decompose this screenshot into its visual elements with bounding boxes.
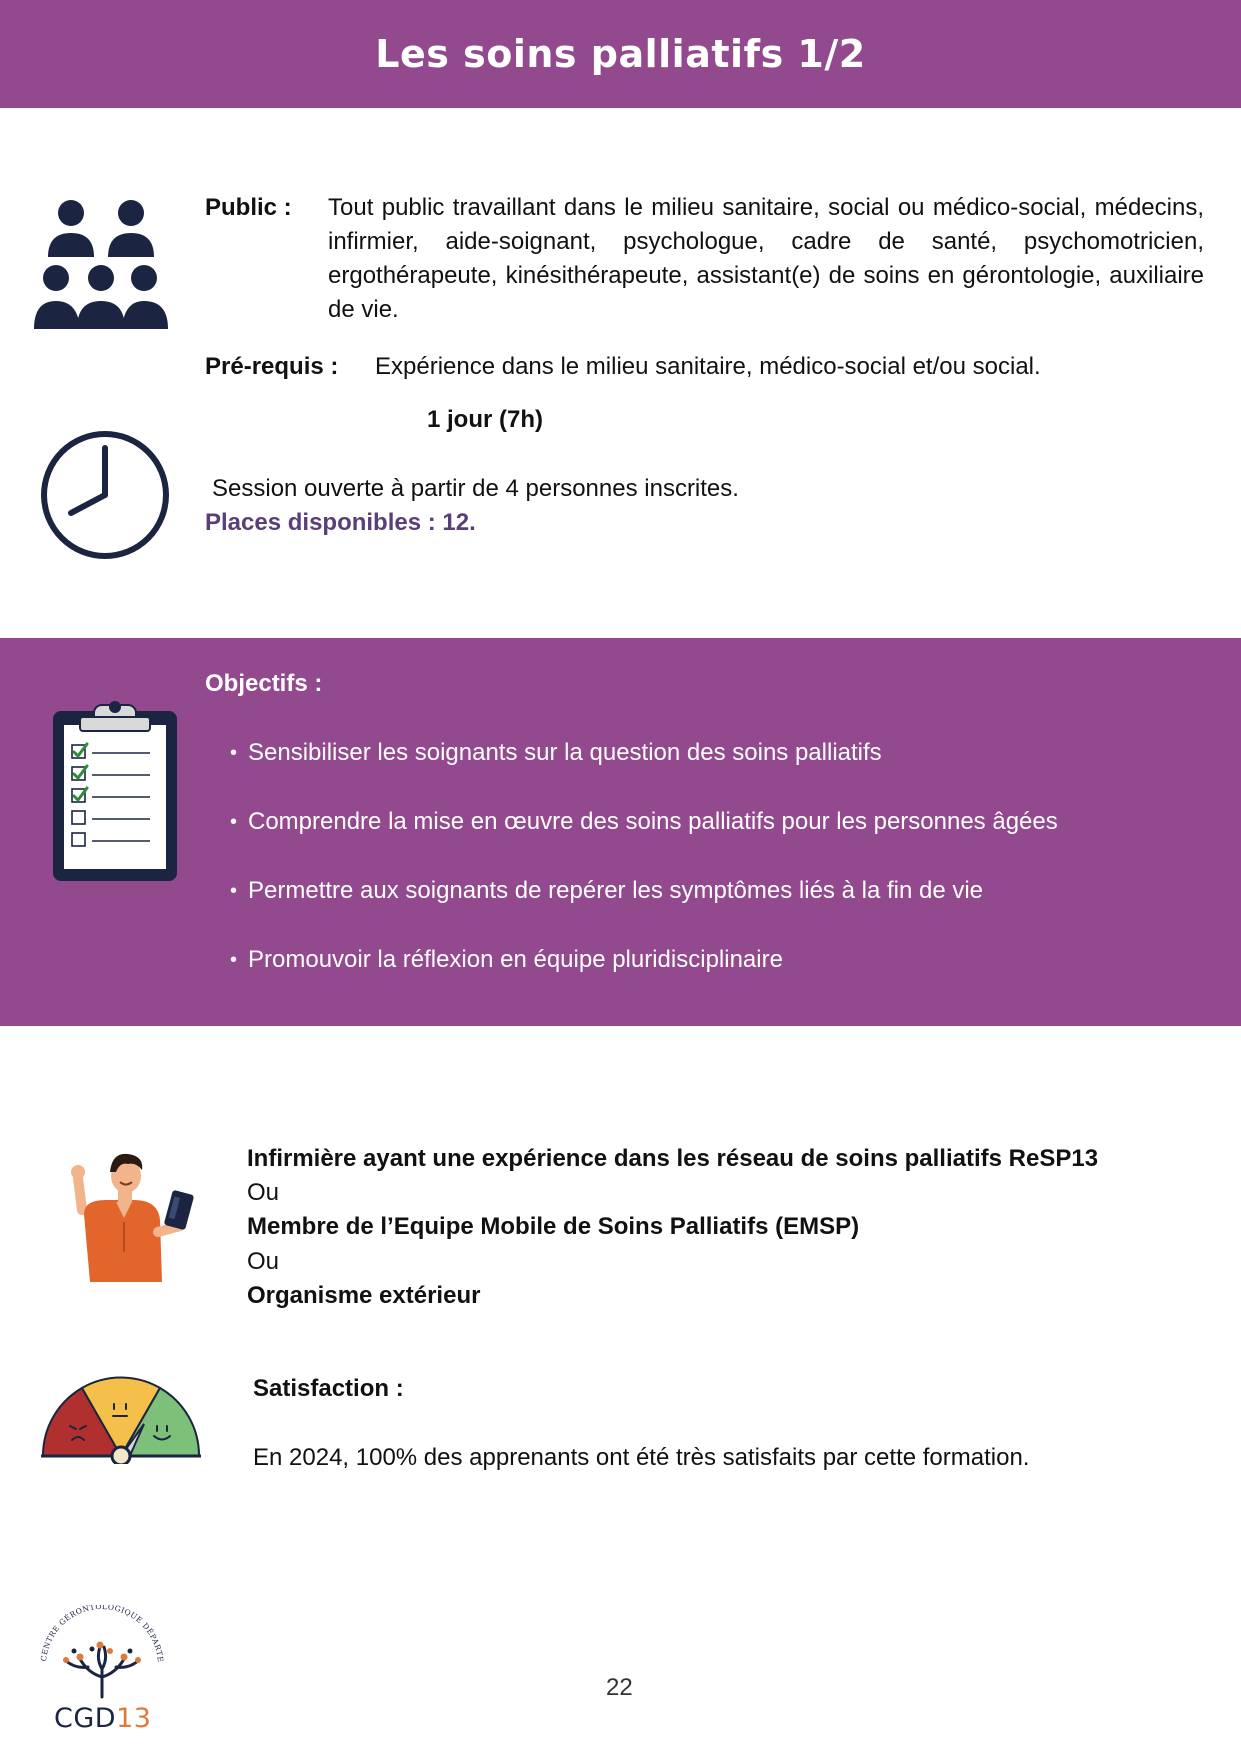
objective-text: Promouvoir la réflexion en équipe pluridisciplinaire bbox=[248, 946, 783, 973]
public-description: Tout public travaillant dans le milieu sanitaire, social ou médico-social, médecins, infirmier, aide-soignant, psychologue, cadre de santé, psychomotricien, ergothérapeute, kinésithérapeute, assistant(e) de soins en gérontologie, auxiliaire de vie. bbox=[328, 194, 1204, 323]
objective-item bbox=[230, 805, 1058, 839]
satisfaction-text: En 2024, 100% des apprenants ont été très satisfaits par cette formation. bbox=[253, 1444, 1030, 1471]
trainer-line-2: Membre de l’Equipe Mobile de Soins Palliatifs (EMSP) bbox=[247, 1213, 860, 1240]
svg-text:CENTRE GÉRONTOLOGIQUE DÉPARTEM bbox=[36, 1605, 165, 1663]
tree-emblem-icon bbox=[36, 1605, 168, 1703]
page-header bbox=[0, 0, 1241, 108]
places-available: Places disponibles : 12. bbox=[205, 509, 476, 536]
logo-arc-text: CENTRE GÉRONTOLOGIQUE DÉPARTE bbox=[39, 1605, 165, 1663]
trainer-line-3: Organisme extérieur bbox=[247, 1282, 481, 1309]
objective-text: Sensibiliser les soignants sur la question des soins palliatifs bbox=[248, 739, 882, 766]
prerequis-label: Pré-requis : bbox=[205, 353, 339, 380]
page-number: 22 bbox=[606, 1674, 633, 1701]
cgd13-logo bbox=[36, 1605, 168, 1735]
objective-text: Permettre aux soignants de repérer les symptômes liés à la fin de vie bbox=[248, 877, 984, 904]
satisfaction-title: Satisfaction : bbox=[253, 1375, 404, 1402]
public-label: Public : bbox=[205, 194, 292, 221]
duration-text: 1 jour (7h) bbox=[427, 406, 544, 433]
bullet: • bbox=[230, 880, 238, 902]
trainer-line-1: Infirmière ayant une expérience dans les réseau de soins palliatifs ReSP13 bbox=[247, 1145, 1099, 1172]
objective-item bbox=[230, 874, 984, 908]
page-title: Les soins palliatifs 1/2 bbox=[375, 32, 866, 76]
objectives-title: Objectifs : bbox=[205, 670, 323, 697]
trainer-illustration bbox=[60, 1152, 202, 1289]
people-icon bbox=[34, 195, 170, 336]
trainer-or-2: Ou bbox=[247, 1248, 280, 1275]
objective-item bbox=[230, 736, 882, 770]
objective-item bbox=[230, 943, 783, 977]
clock-icon bbox=[38, 428, 172, 567]
bullet: • bbox=[230, 742, 238, 764]
session-text: Session ouverte à partir de 4 personnes inscrites. bbox=[212, 475, 739, 502]
satisfaction-gauge-icon bbox=[40, 1374, 202, 1469]
bullet: • bbox=[230, 949, 238, 971]
objective-text: Comprendre la mise en œuvre des soins palliatifs pour les personnes âgées bbox=[248, 808, 1058, 835]
bullet: • bbox=[230, 811, 238, 833]
logo-name-suffix: 13 bbox=[116, 1703, 152, 1734]
logo-name-prefix: CGD bbox=[54, 1703, 117, 1734]
logo-name bbox=[54, 1703, 151, 1734]
prerequis-description: Expérience dans le milieu sanitaire, médico-social et/ou social. bbox=[375, 353, 1041, 380]
clipboard-icon bbox=[50, 697, 180, 890]
trainer-or-1: Ou bbox=[247, 1179, 280, 1206]
